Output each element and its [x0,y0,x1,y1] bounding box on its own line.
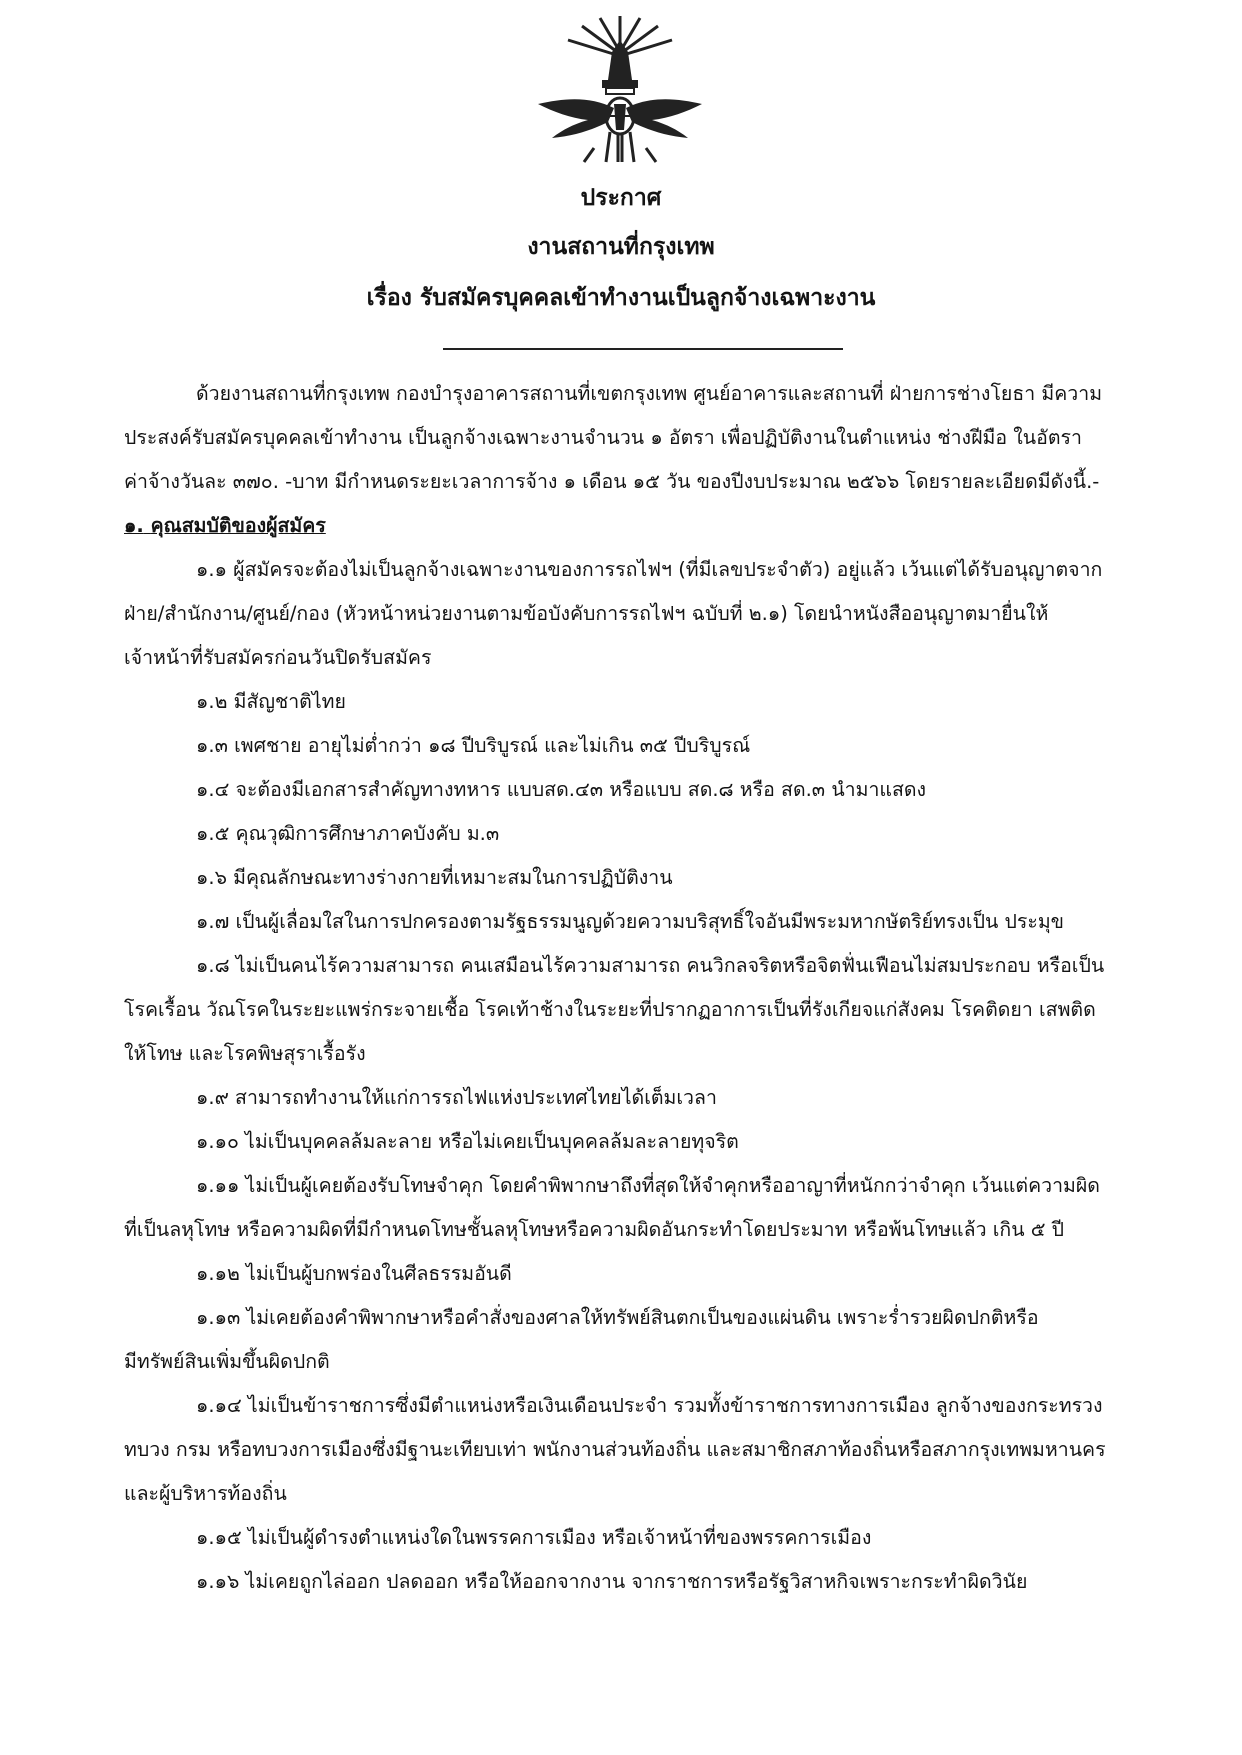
title-divider [443,348,843,350]
qualification-item: ๑.๑๕ ไม่เป็นผู้ดำรงตำแหน่งใดในพรรคการเมือง หรือเจ้าหน้าที่ของพรรคการเมือง [196,1526,872,1549]
intro-line: ค่าจ้างวันละ ๓๗๐. -บาท มีกำหนดระยะเวลาการจ้าง ๑ เดือน ๑๕ วัน ของปีงบประมาณ ๒๕๖๖ โดยรายละเอียดมีดังนี้.- [124,470,1100,493]
qualification-item: ๑.๗ เป็นผู้เลื่อมใสในการปกครองตามรัฐธรรมนูญด้วยความบริสุทธิ์ใจอันมีพระมหากษัตริย์ทรงเป็น ประมุข [196,910,1065,933]
qualification-item: ๑.๙ สามารถทำงานให้แก่การรถไฟแห่งประเทศไทยได้เต็มเวลา [196,1086,717,1109]
qualification-line: เจ้าหน้าที่รับสมัครก่อนวันปิดรับสมัคร [124,646,432,669]
qualification-item: ๑.๖ มีคุณลักษณะทางร่างกายที่เหมาะสมในการปฏิบัติงาน [196,866,673,889]
announcement-title: ประกาศ [580,185,662,211]
qualification-item: ๑.๓ เพศชาย อายุไม่ต่ำกว่า ๑๘ ปีบริบูรณ์ และไม่เกิน ๓๕ ปีบริบูรณ์ [196,734,751,757]
qualification-item: ๑.๘ ไม่เป็นคนไร้ความสามารถ คนเสมือนไร้ความสามารถ คนวิกลจริตหรือจิตฟั่นเฟือนไม่สมประกอบ หรือเป็น [196,954,1105,977]
qualification-line: มีทรัพย์สินเพิ่มขึ้นผิดปกติ [124,1350,330,1373]
section-title: คุณสมบัติของผู้สมัคร [150,514,326,537]
qualification-line: ทบวง กรม หรือทบวงการเมืองซึ่งมีฐานะเทียบเท่า พนักงานส่วนท้องถิ่น และสมาชิกสภาท้องถิ่นหรือสภากรุงเทพมหานคร [124,1438,1106,1461]
qualification-line: โรคเรื้อน วัณโรคในระยะแพร่กระจายเชื้อ โรคเท้าช้างในระยะที่ปรากฏอาการเป็นที่รังเกียจแก่สังคม โรคติดยา เสพติด [124,998,1096,1021]
qualification-item: ๑.๑ ผู้สมัครจะต้องไม่เป็นลูกจ้างเฉพาะงานของการรถไฟฯ (ที่มีเลขประจำตัว) อยู่แล้ว เว้นแต่ได้รับอนุญาตจาก [196,558,1103,581]
section-heading [124,504,1174,548]
qualification-item: ๑.๑๓ ไม่เคยต้องคำพิพากษาหรือคำสั่งของศาลให้ทรัพย์สินตกเป็นของแผ่นดิน เพราะร่ำรวยผิดปกติหรือ [196,1306,1039,1329]
qualification-item: ๑.๑๐ ไม่เป็นบุคคลล้มละลาย หรือไม่เคยเป็นบุคคลล้มละลายทุจริต [196,1130,739,1153]
announcement-subject: เรื่อง รับสมัครบุคคลเข้าทำงานเป็นลูกจ้างเฉพาะงาน [366,285,876,311]
qualification-item: ๑.๑๔ ไม่เป็นข้าราชการซึ่งมีตำแหน่งหรือเงินเดือนประจำ รวมทั้งข้าราชการทางการเมือง ลูกจ้างของกระทรวง [196,1394,1103,1417]
announcement-body [124,372,1174,1604]
qualification-item: ๑.๑๖ ไม่เคยถูกไล่ออก ปลดออก หรือให้ออกจากงาน จากราชการหรือรัฐวิสาหกิจเพราะกระทำผิดวินัย [196,1570,1028,1593]
qualification-line: ฝ่าย/สำนักงาน/ศูนย์/กอง (หัวหน้าหน่วยงานตามข้อบังคับการรถไฟฯ ฉบับที่ ๒.๑) โดยนำหนังสืออนุญาตมายื่นให้ [124,602,1049,625]
qualification-line: และผู้บริหารท้องถิ่น [124,1482,287,1505]
qualification-line: ที่เป็นลหุโทษ หรือความผิดที่มีกำหนดโทษชั้นลหุโทษหรือความผิดอันกระทำโดยประมาท หรือพ้นโทษแล้ว เกิน ๕ ปี [124,1218,1065,1241]
state-railway-emblem-icon [530,12,710,172]
qualification-item: ๑.๕ คุณวุฒิการศึกษาภาคบังคับ ม.๓ [196,822,500,845]
qualification-item: ๑.๑๒ ไม่เป็นผู้บกพร่องในศีลธรรมอันดี [196,1262,512,1285]
qualification-item: ๑.๑๑ ไม่เป็นผู้เคยต้องรับโทษจำคุก โดยคำพิพากษาถึงที่สุดให้จำคุกหรืออาญาที่หนักกว่าจำคุก เว้นแต่ความผิด [196,1174,1100,1197]
qualification-item: ๑.๒ มีสัญชาติไทย [196,690,346,713]
intro-line: ประสงค์รับสมัครบุคคลเข้าทำงาน เป็นลูกจ้างเฉพาะงานจำนวน ๑ อัตรา เพื่อปฏิบัติงานในตำแหน่ง ช่างฝีมือ ในอัตรา [124,426,1082,449]
qualification-item: ๑.๔ จะต้องมีเอกสารสำคัญทางทหาร แบบสด.๔๓ หรือแบบ สด.๘ หรือ สด.๓ นำมาแสดง [196,778,927,801]
agency-name: งานสถานที่กรุงเทพ [527,234,715,260]
section-number: ๑. [124,514,144,537]
qualification-line: ให้โทษ และโรคพิษสุราเรื้อรัง [124,1042,366,1065]
intro-line: ด้วยงานสถานที่กรุงเทพ กองบำรุงอาคารสถานที่เขตกรุงเทพ ศูนย์อาคารและสถานที่ ฝ่ายการช่างโยธา มีความ [196,382,1103,405]
